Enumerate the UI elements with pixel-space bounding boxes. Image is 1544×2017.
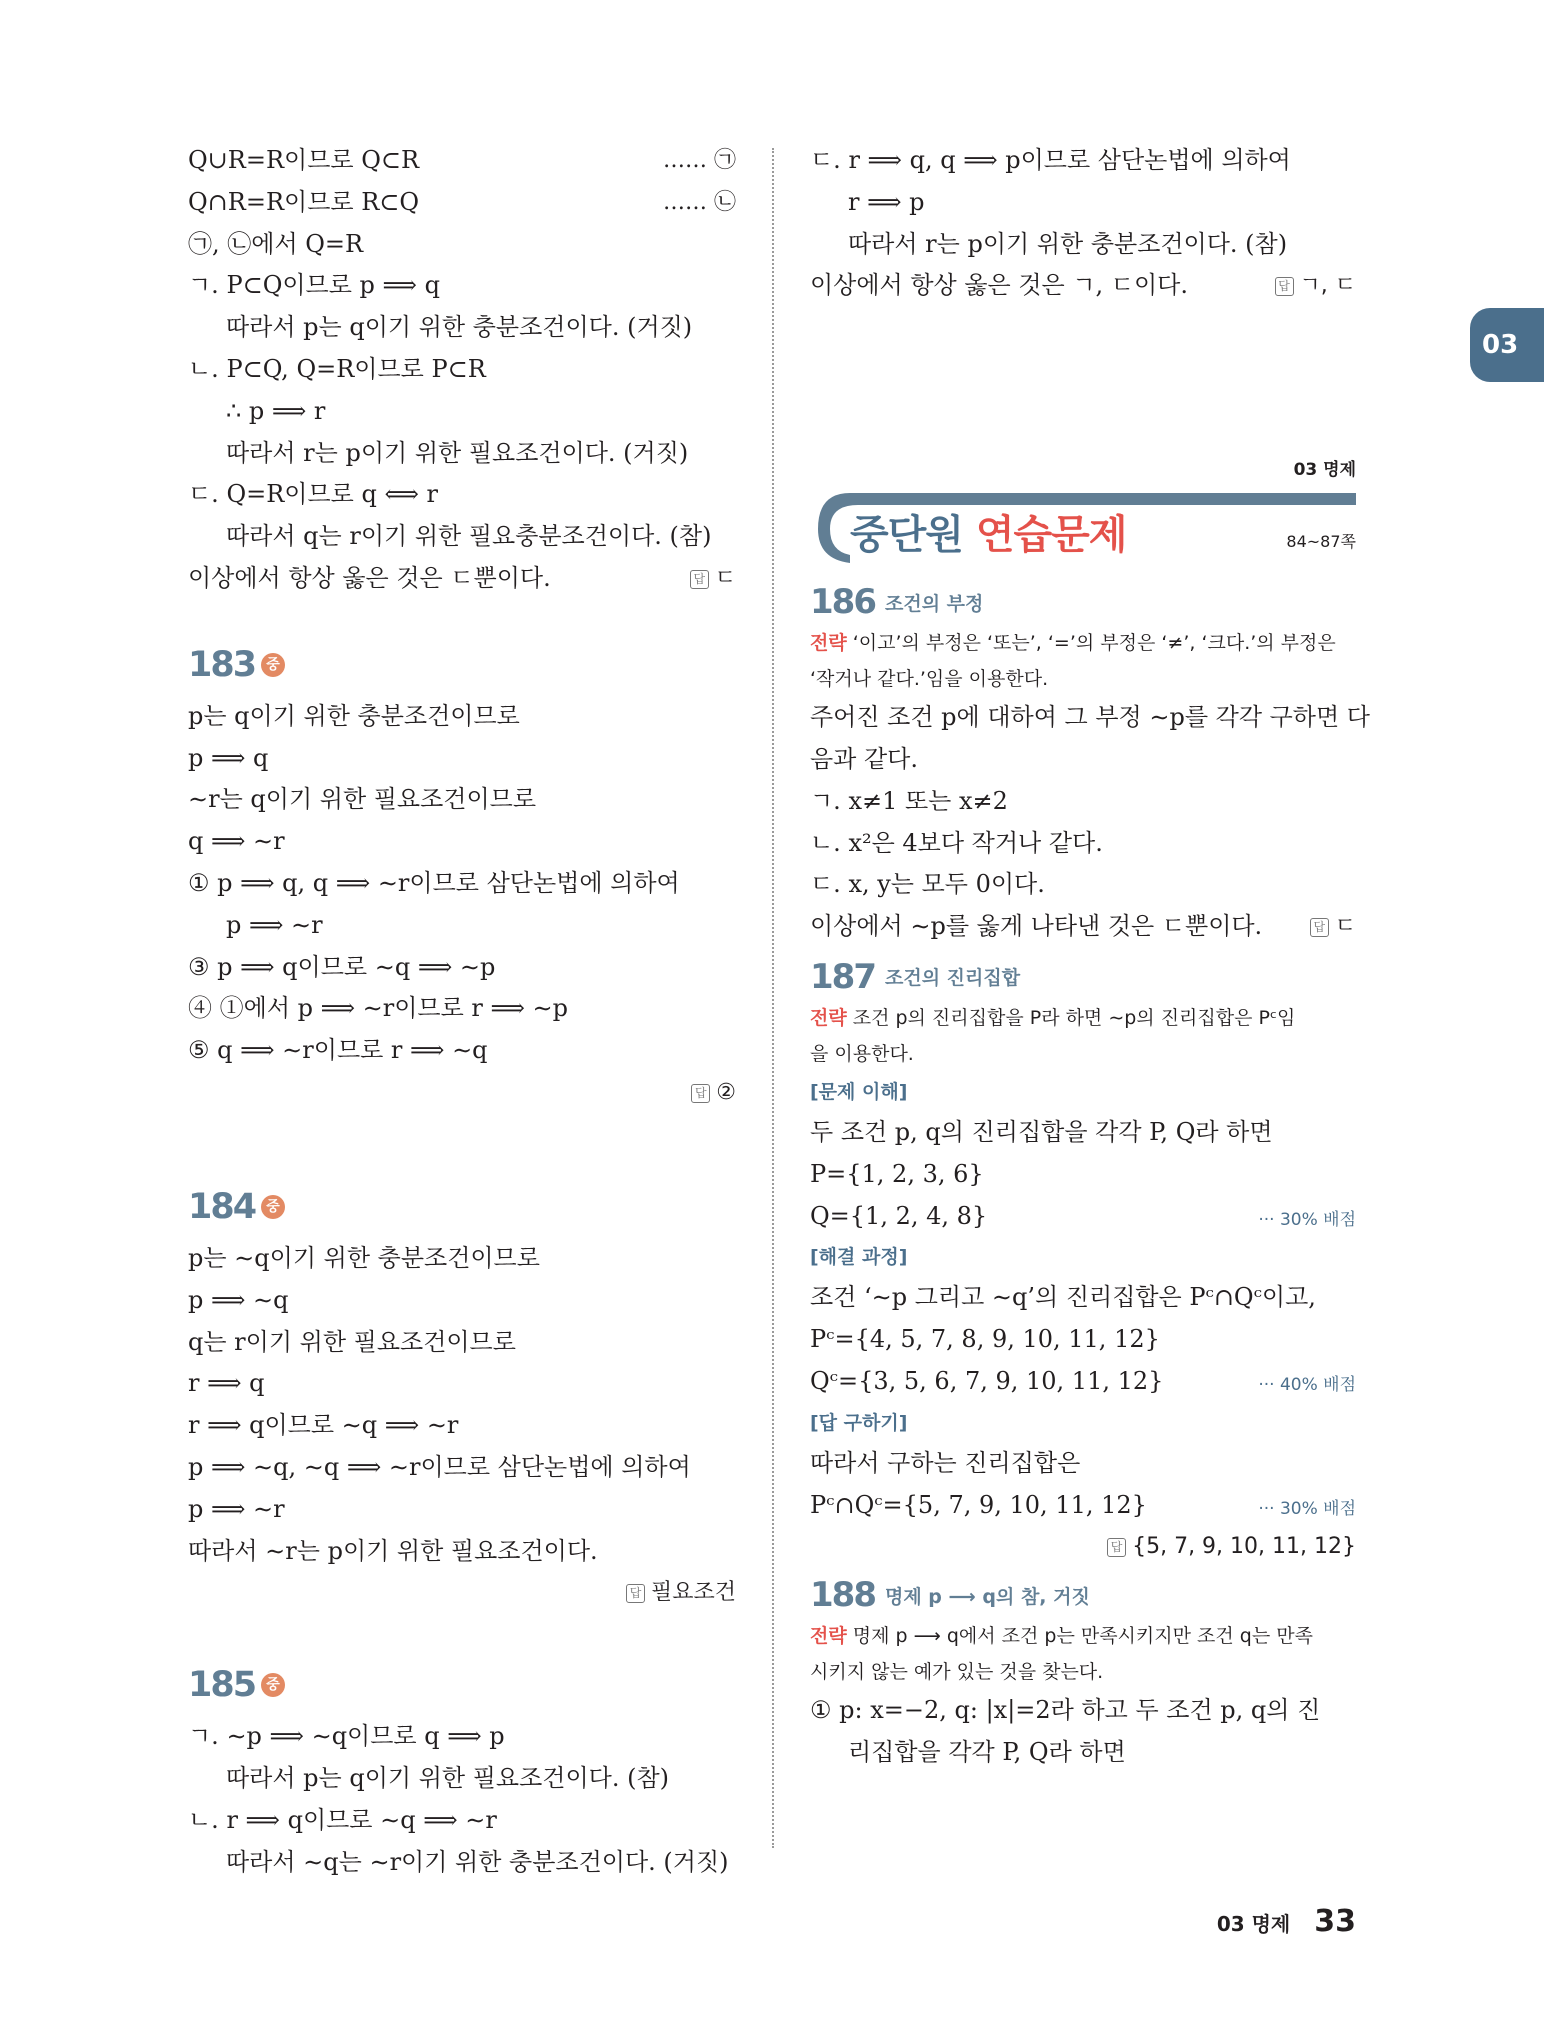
line-text: 따라서 p는 q이기 위한 충분조건이다. (거짓) xyxy=(226,313,693,342)
text-line xyxy=(188,738,736,780)
section-tag-process: [해결 과정] xyxy=(810,1246,908,1269)
text-line xyxy=(188,1280,736,1322)
left-column xyxy=(188,140,736,1884)
solution-182-continued xyxy=(188,140,736,600)
problem-title: 조건의 진리집합 xyxy=(884,967,1021,990)
strategy-box: 전략 명제 p ⟶ q에서 조건 p는 만족시키지만 조건 q는 만족 시키지 않는 예가 있는 것을 찾는다. xyxy=(810,1625,1313,1684)
strategy-box: 전략 조건 p의 진리집합을 P라 하면 ∼p의 진리집합은 Pᶜ임 을 이용한다. xyxy=(810,1006,1296,1065)
text-line xyxy=(188,988,736,1030)
difficulty-badge: 중 xyxy=(261,1195,285,1219)
line-text: 음과 같다. xyxy=(810,744,918,773)
score-weight: ··· 30% 배점 xyxy=(1258,1209,1356,1230)
text-line xyxy=(188,558,736,600)
text-line xyxy=(810,182,1356,224)
line-text: ④ ①에서 p ⟹ ∼r이므로 r ⟹ ∼p xyxy=(188,994,569,1023)
solution-187-part2 xyxy=(810,1277,1356,1402)
line-text: q ⟹ ∼r xyxy=(188,827,285,856)
text-line xyxy=(188,140,736,182)
answer-line xyxy=(810,1526,1356,1568)
strategy-tag: 전략 xyxy=(810,1006,847,1029)
problem-title: 조건의 부정 xyxy=(884,592,984,615)
text-line xyxy=(810,906,1356,948)
line-text: 리집합을 각각 P, Q라 하면 xyxy=(848,1738,1126,1767)
line-text: ⑤ q ⟹ ∼r이므로 r ⟹ ∼q xyxy=(188,1036,488,1065)
text-line xyxy=(188,779,736,821)
line-text: ㄷ. r ⟹ q, q ⟹ p이므로 삼단논법에 의하여 xyxy=(810,146,1291,174)
text-line xyxy=(188,182,736,224)
line-text: p ⟹ ∼r xyxy=(188,1494,285,1523)
answer-icon: 답 xyxy=(1275,277,1294,296)
text-line xyxy=(810,1361,1356,1403)
line-text: p ⟹ ∼q xyxy=(188,1285,289,1314)
line-text: ㄱ. P⊂Q이므로 p ⟹ q xyxy=(188,271,440,300)
text-line xyxy=(810,1112,1356,1154)
text-line xyxy=(810,1690,1356,1732)
text-line xyxy=(188,1238,736,1280)
line-text: p ⟹ q xyxy=(188,743,269,772)
line-text: 따라서 p는 q이기 위한 필요조건이다. (참) xyxy=(226,1764,669,1793)
right-column xyxy=(810,140,1370,1774)
line-text: p는 ∼q이기 위한 충분조건이므로 xyxy=(188,1243,540,1272)
answer-value: ㄷ xyxy=(1334,914,1356,940)
text-line xyxy=(188,863,736,905)
answer-line xyxy=(188,1572,736,1614)
line-text: 따라서 r는 p이기 위한 충분조건이다. (참) xyxy=(848,229,1288,258)
text-line xyxy=(188,516,736,558)
line-text: ∼r는 q이기 위한 필요조건이므로 xyxy=(188,785,537,814)
text-line xyxy=(188,1531,736,1573)
text-line xyxy=(188,1800,736,1842)
text-line xyxy=(188,307,736,349)
line-text: ㉠, ㉡에서 Q=R xyxy=(188,229,364,258)
answer-inline xyxy=(1310,906,1356,948)
line-text: ① p ⟹ q, q ⟹ ∼r이므로 삼단논법에 의하여 xyxy=(188,868,680,897)
line-text: ㄱ. x≠1 또는 x≠2 xyxy=(810,786,1008,815)
equation-marker: …… ㉠ xyxy=(663,148,736,173)
line-text: p는 q이기 위한 충분조건이므로 xyxy=(188,701,520,730)
problem-number: 188 xyxy=(810,1575,875,1616)
solution-188 xyxy=(810,1690,1356,1774)
problem-185-header xyxy=(188,1654,736,1716)
text-line xyxy=(188,1447,736,1489)
text-line xyxy=(810,224,1356,266)
line-text: r ⟹ q이므로 ∼q ⟹ ∼r xyxy=(188,1411,459,1440)
line-text: 따라서 r는 p이기 위한 필요조건이다. (거짓) xyxy=(226,438,689,467)
text-line xyxy=(188,391,736,433)
problem-188-header xyxy=(810,1572,1356,1618)
answer-inline xyxy=(690,558,736,600)
text-line xyxy=(188,265,736,307)
line-text: ㄴ. r ⟹ q이므로 ∼q ⟹ ∼r xyxy=(188,1805,497,1834)
problem-183-header xyxy=(188,634,736,696)
text-line xyxy=(188,433,736,475)
page-number: 33 xyxy=(1314,1904,1356,1939)
line-text: P={1, 2, 3, 6} xyxy=(810,1159,984,1188)
line-text: Qᶜ={3, 5, 6, 7, 9, 10, 11, 12} xyxy=(810,1366,1164,1395)
text-line xyxy=(188,474,736,516)
solution-187-part3 xyxy=(810,1443,1356,1527)
line-text: p ⟹ ∼q, ∼q ⟹ ∼r이므로 삼단논법에 의하여 xyxy=(188,1452,691,1481)
score-weight: ··· 30% 배점 xyxy=(1258,1498,1356,1519)
section-tag-understanding: [문제 이해] xyxy=(810,1080,908,1103)
answer-value: ㄱ, ㄷ xyxy=(1299,273,1356,299)
line-text: 두 조건 p, q의 진리집합을 각각 P, Q라 하면 xyxy=(810,1117,1273,1146)
strategy-tag: 전략 xyxy=(810,1625,847,1648)
answer-icon: 답 xyxy=(1107,1538,1126,1557)
page-footer xyxy=(1217,1904,1356,1939)
problem-186-header xyxy=(810,579,1356,625)
text-line xyxy=(188,1842,736,1884)
answer-icon: 답 xyxy=(626,1584,645,1603)
footer-chapter: 03 명제 xyxy=(1216,1912,1291,1936)
problem-number: 186 xyxy=(810,582,875,623)
answer-icon: 답 xyxy=(691,1084,710,1103)
text-line xyxy=(188,224,736,266)
line-text: 따라서 q는 r이기 위한 필요충분조건이다. (참) xyxy=(226,522,712,551)
solution-186 xyxy=(810,697,1370,948)
line-text: ∴ p ⟹ r xyxy=(226,396,326,425)
problem-187-header xyxy=(810,954,1356,1000)
text-line xyxy=(188,696,736,738)
text-line xyxy=(188,1758,736,1800)
solution-184 xyxy=(188,1238,736,1572)
text-line xyxy=(810,1154,1356,1196)
line-text: 따라서 ∼q는 ∼r이기 위한 충분조건이다. (거짓) xyxy=(226,1847,729,1876)
problem-number: 184 xyxy=(188,1186,256,1227)
line-text: ㄴ. x²은 4보다 작거나 같다. xyxy=(810,828,1103,857)
text-line xyxy=(188,1489,736,1531)
text-line xyxy=(810,1196,1356,1238)
line-text: ㄱ. ∼p ⟹ ∼q이므로 q ⟹ p xyxy=(188,1722,505,1751)
solution-185-continued xyxy=(810,140,1356,307)
text-line xyxy=(188,1405,736,1447)
banner-title: 중단원 연습문제 xyxy=(850,512,1127,559)
text-line xyxy=(810,1732,1356,1774)
line-text: Q={1, 2, 4, 8} xyxy=(810,1201,988,1230)
text-line xyxy=(188,947,736,989)
answer-value: 필요조건 xyxy=(650,1580,736,1606)
line-text: Pᶜ={4, 5, 7, 8, 9, 10, 11, 12} xyxy=(810,1325,1160,1354)
line-text: q는 r이기 위한 필요조건이므로 xyxy=(188,1327,516,1356)
line-text: 조건 ‘∼p 그리고 ∼q’의 진리집합은 Pᶜ∩Qᶜ이고, xyxy=(810,1283,1316,1312)
text-line xyxy=(188,905,736,947)
page-range: 84~87쪽 xyxy=(1286,532,1356,552)
line-text: p ⟹ ∼r xyxy=(226,910,323,939)
answer-inline xyxy=(1275,265,1357,307)
score-weight: ··· 40% 배점 xyxy=(1258,1374,1356,1395)
line-text: 이상에서 ∼p를 옳게 나타낸 것은 ㄷ뿐이다. xyxy=(810,912,1263,941)
problem-number: 183 xyxy=(188,644,256,685)
text-line xyxy=(810,864,1356,906)
problem-number: 185 xyxy=(188,1665,256,1706)
chapter-side-tab: 03 xyxy=(1470,308,1544,382)
line-text: ㄷ. x, y는 모두 0이다. xyxy=(810,870,1045,899)
strategy-box: 전략 ‘이고’의 부정은 ‘또는’, ‘=’의 부정은 ‘≠’, ‘크다.’의 부정은 ‘작거나 같다.’임을 이용한다. xyxy=(810,632,1336,691)
line-text: 따라서 ∼r는 p이기 위한 필요조건이다. xyxy=(188,1536,598,1565)
difficulty-badge: 중 xyxy=(261,1673,285,1697)
line-text: ① p: x=−2, q: |x|=2라 하고 두 조건 p, q의 진 xyxy=(810,1696,1321,1725)
answer-value: ㄷ xyxy=(714,565,736,591)
line-text: Q∩R=R이므로 R⊂Q xyxy=(188,187,420,216)
text-line xyxy=(810,1319,1356,1361)
line-text: 이상에서 항상 옳은 것은 ㄷ뿐이다. xyxy=(188,563,551,592)
line-text: ㄷ. Q=R이므로 q ⟺ r xyxy=(188,480,438,509)
text-line xyxy=(810,739,1356,781)
problem-184-header xyxy=(188,1176,736,1238)
text-line xyxy=(810,140,1356,182)
solution-183 xyxy=(188,696,736,1072)
text-line xyxy=(188,1716,736,1758)
text-line xyxy=(188,1363,736,1405)
text-line xyxy=(188,349,736,391)
problem-number: 187 xyxy=(810,956,875,997)
text-line xyxy=(810,781,1356,823)
solution-185 xyxy=(188,1716,736,1883)
equation-marker: …… ㉡ xyxy=(663,189,736,215)
text-line xyxy=(810,823,1356,865)
text-line xyxy=(188,1030,736,1072)
difficulty-badge: 중 xyxy=(261,653,285,677)
line-text: 주어진 조건 p에 대하여 그 부정 ∼p를 각각 구하면 다 xyxy=(810,703,1370,732)
line-text: Q∪R=R이므로 Q⊂R xyxy=(188,146,420,174)
line-text: 따라서 구하는 진리집합은 xyxy=(810,1448,1081,1477)
line-text: ㄴ. P⊂Q, Q=R이므로 P⊂R xyxy=(188,354,486,383)
answer-icon: 답 xyxy=(690,570,709,589)
problem-title: 명제 p ⟶ q의 참, 거짓 xyxy=(884,1585,1090,1608)
section-banner xyxy=(810,485,1356,571)
column-divider xyxy=(772,148,774,1848)
strategy-tag: 전략 xyxy=(810,632,847,655)
text-line xyxy=(188,1322,736,1364)
line-text: r ⟹ q xyxy=(188,1369,265,1398)
chapter-label: 03 명제 xyxy=(1293,460,1356,481)
line-text: ③ p ⟹ q이므로 ∼q ⟹ ∼p xyxy=(188,952,496,981)
text-line xyxy=(810,1443,1356,1485)
answer-value: {5, 7, 9, 10, 11, 12} xyxy=(1132,1534,1356,1560)
answer-value: ② xyxy=(716,1079,736,1105)
line-text: r ⟹ p xyxy=(848,187,925,216)
text-line xyxy=(810,1277,1356,1319)
text-line xyxy=(188,821,736,863)
text-line xyxy=(810,1485,1356,1527)
answer-line xyxy=(188,1072,736,1114)
text-line xyxy=(810,697,1370,739)
answer-icon: 답 xyxy=(1310,918,1329,937)
text-line xyxy=(810,265,1356,307)
section-tag-answer: [답 구하기] xyxy=(810,1411,908,1434)
solution-187-part1 xyxy=(810,1112,1356,1237)
line-text: Pᶜ∩Qᶜ={5, 7, 9, 10, 11, 12} xyxy=(810,1490,1147,1519)
line-text: 이상에서 항상 옳은 것은 ㄱ, ㄷ이다. xyxy=(810,271,1188,300)
